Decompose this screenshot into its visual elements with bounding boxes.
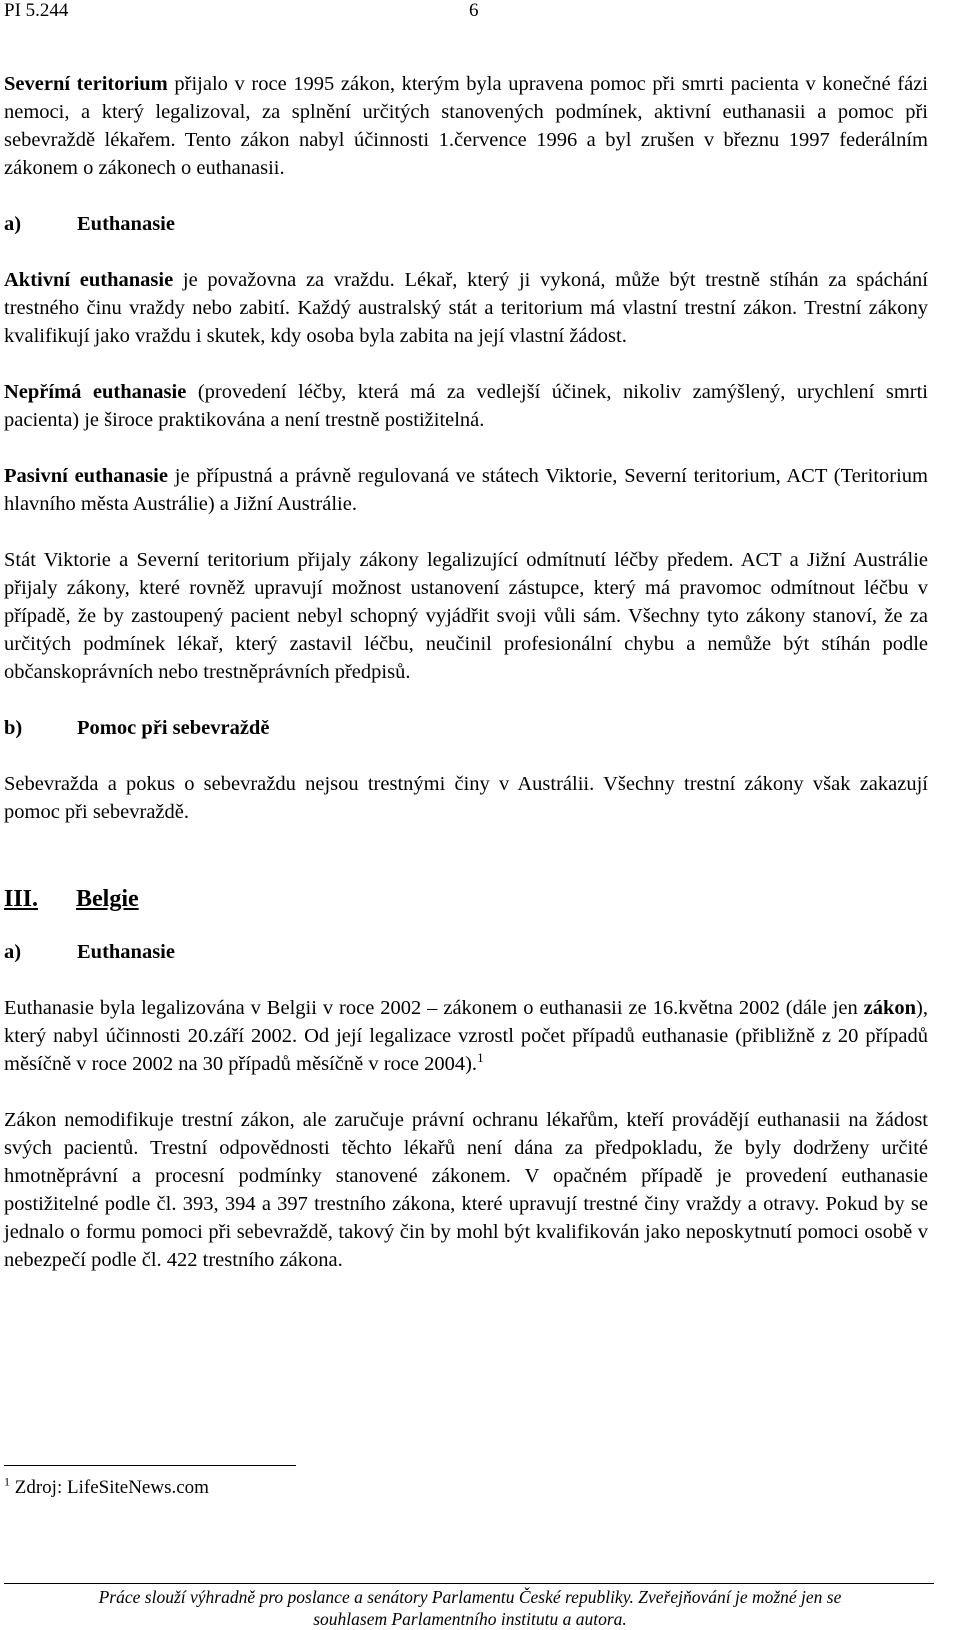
bold-term: Nepřímá euthanasie	[4, 381, 187, 403]
page-footer	[0, 1586, 940, 1630]
heading-label: a)	[4, 941, 22, 963]
footnote	[4, 1476, 209, 1500]
paragraph-text: přijalo v roce 1995 zákon, kterým byla upravena pomoc při smrti pacienta v konečné fázi nemoci, a který legalizoval, za splnění určitých stanovených podmínek, aktivní euthanasii a pomoc při sebevraždě lékařem. Tento zákon nabyl účinnosti 1.července 1996 a byl zrušen v březnu 1997 federálním zákonem o zákonech o euthanasii.	[4, 73, 928, 179]
paragraph-text: (provedení léčby, která má za vedlejší účinek, nikoliv zamýšlený, urychlení smrti pacienta) je široce praktikována a není trestně postižitelná.	[4, 381, 928, 431]
paragraph-passive-euthanasia	[4, 462, 928, 518]
subsection-heading-assisted-suicide	[4, 714, 928, 742]
paragraph-indirect-euthanasia	[4, 378, 928, 434]
paragraph-text: je přípustná a právně regulovaná ve státech Viktorie, Severní teritorium, ACT (Teritorium hlavního města Austrálie) a Jižní Austrálie.	[4, 465, 928, 515]
heading-title: Euthanasie	[77, 941, 175, 963]
paragraph-text: Euthanasie byla legalizována v Belgii v roce 2002 – zákonem o euthanasii ze 16.května 2002 (dále jen	[4, 997, 864, 1019]
heading-title: Euthanasie	[77, 213, 175, 235]
bold-term: Severní teritorium	[4, 73, 168, 95]
footer-line: souhlasem Parlamentního institutu a autora.	[313, 1609, 627, 1629]
bold-term: zákon	[863, 997, 917, 1019]
bold-term: Pasivní euthanasie	[4, 465, 168, 487]
heading-label: III.	[4, 886, 39, 912]
document-reference: PI 5.244	[4, 0, 69, 21]
footer-separator	[4, 1583, 934, 1584]
document-body	[4, 70, 928, 1274]
paragraph-text: ), který nabyl účinnosti 20.září 2002. Od její legalizace vzrostl počet případů euthanasie (přibližně z 20 případů měsíčně v roce 2002 na 30 případů měsíčně v roce 2004).	[4, 997, 928, 1075]
paragraph-active-euthanasia	[4, 266, 928, 350]
paragraph-suicide: Sebevražda a pokus o sebevraždu nejsou trestnými činy v Austrálii. Všechny trestní zákony však zakazují pomoc při sebevraždě.	[4, 773, 928, 823]
footnote-reference[interactable]: 1	[477, 1050, 484, 1066]
footnote-separator	[4, 1465, 296, 1466]
heading-title: Pomoc při sebevraždě	[77, 717, 270, 739]
page-number: 6	[469, 0, 479, 21]
paragraph-legal-protection: Zákon nemodifikuje trestní zákon, ale zaručuje právní ochranu lékařům, kteří provádějí euthanasii na žádost svých pacientů. Trestní odpovědnosti těchto lékařů není dána za předpokladu, že byly dodrženy určité hmotněprávní a procesní podmínky stanovené zákonem. V opačném případě je provedení euthanasie postižitelné podle čl. 393, 394 a 397 trestního zákona, které upravují trestné činy vraždy a otravy. Pokud by se jednalo o formu pomoci při sebevraždě, takový čin by mohl být kvalifikován jako neposkytnutí pomoci osobě v nebezpečí podle čl. 422 trestního zákona.	[4, 1109, 928, 1271]
subsection-heading-euthanasie-belgie	[4, 938, 928, 966]
paragraph-refusal-of-treatment: Stát Viktorie a Severní teritorium přijaly zákony legalizující odmítnutí léčby předem. ACT a Jižní Austrálie přijaly zákony, které rovněž upravují možnost ustanovení zástupce, který má pravomoc odmítnout léčbu v případě, že by zastoupený pacient nebyl schopný vyjádřit svoji vůli sám. Všechny tyto zákony stanoví, že za určitých podmínek lékař, který zastavil léčbu, neučinil profesionální chybu a nemůže být stíhán podle občanskoprávních nebo trestněprávních předpisů.	[4, 549, 928, 683]
bold-term: Aktivní euthanasie	[4, 269, 174, 291]
paragraph-belgium-legalization	[4, 994, 928, 1078]
heading-label: a)	[4, 213, 22, 235]
footnote-text: Zdroj: LifeSiteNews.com	[10, 1477, 209, 1498]
paragraph-northern-territory	[4, 70, 928, 182]
heading-label: b)	[4, 717, 23, 739]
subsection-heading-euthanasie	[4, 210, 928, 238]
footnote-mark: 1	[4, 1474, 10, 1489]
paragraph-text: je považovna za vraždu. Lékař, který ji vykoná, může být trestně stíhán za spáchání trestného činu vraždy nebo zabití. Každý australský stát a teritorium má vlastní trestní zákon. Trestní zákony kvalifikují jako vraždu i skutek, kdy osoba byla zabita na její vlastní žádost.	[4, 269, 928, 347]
section-heading-belgie	[4, 884, 928, 914]
footer-line: Práce slouží výhradně pro poslance a senátory Parlamentu České republiky. Zveřejňování je možné jen se	[98, 1587, 842, 1607]
heading-title: Belgie	[76, 886, 139, 912]
